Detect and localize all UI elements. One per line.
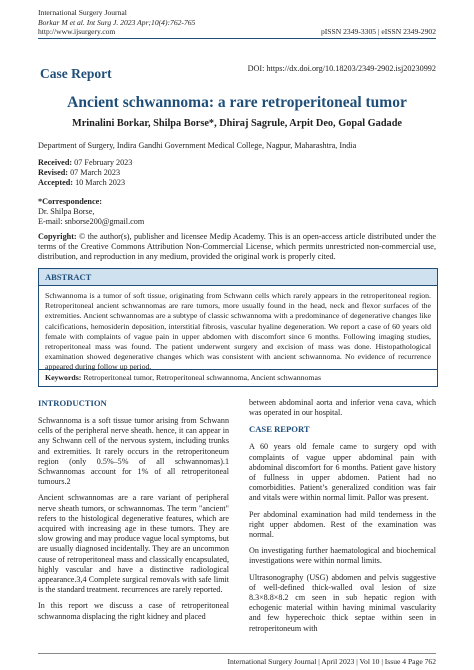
right-column-continuation bbox=[249, 398, 436, 418]
page-footer: International Surgery Journal | April 2023 | Vol 10 | Issue 4 Page 762 bbox=[227, 657, 436, 666]
header-rule bbox=[38, 38, 436, 39]
issn: pISSN 2349-3305 | eISSN 2349-2902 bbox=[320, 27, 436, 36]
keywords: Keywords: Retroperitoneal tumor, Retroperitoneal schwannoma, Ancient schwannomas bbox=[45, 373, 321, 382]
introduction-section bbox=[38, 398, 229, 628]
keywords-box bbox=[38, 370, 438, 387]
right-column bbox=[249, 398, 436, 640]
abstract-heading: ABSTRACT bbox=[45, 272, 92, 282]
citation: Borkar M et al. Int Surg J. 2023 Apr;10(4):762-765 bbox=[38, 17, 196, 27]
footer-rule bbox=[38, 653, 436, 654]
copyright-notice: Copyright: © the author(s), publisher and licensee Medip Academy. This is an open-access article distributed under the terms of the Creative Commons Attribution Non-Commercial License, which permits unrestricted non-commercial use, distribution, and reproduction in any medium, provided the original work is properly cited. bbox=[38, 232, 436, 262]
case-report-heading: CASE REPORT bbox=[249, 424, 310, 435]
running-header bbox=[38, 8, 195, 37]
abstract-header bbox=[39, 269, 437, 286]
intro-paragraph-2: Ancient schwannomas are a rare variant of peripheral nerve sheath tumors, or schwannomas. The term "ancient" refers to the histological degenerative features, which are acquired with increasing age in these tumors. They are slow growing and may produce vague local symptoms, but are usually diagnosed incidentally. They are an uncommon cause of retroperitoneal mass and classically encapsulated, highly vascular and have a distinctive radiological appearance.3,4 Complete surgical removals with safe limit is the standard treatment. recurrences are rarely reported. bbox=[38, 493, 229, 595]
abstract-box bbox=[38, 268, 438, 370]
journal-website[interactable]: http://www.ijsurgery.com bbox=[38, 27, 116, 37]
revised-date: Revised: 07 March 2023 bbox=[38, 168, 121, 178]
correspondence-name: Dr. Shilpa Borse, bbox=[38, 207, 95, 217]
received-date: Received: 07 February 2023 bbox=[38, 158, 133, 167]
intro-paragraph-3: In this report we discuss a case of retroperitoneal schwannoma displacing the right kidney and placed bbox=[38, 601, 229, 621]
case-paragraph-1: A 60 years old female came to surgery opd with complaints of vague upper abdominal pain with abdominal discomfort for 6 months. Patient gave history of fullness in upper abdomen. Patient had no comorbidities. Patient’s generalized condition was fair and vitals were within normal limit. Pallor was present. bbox=[249, 442, 436, 503]
case-paragraph-2: Per abdominal examination had mild tenderness in the right upper abdomen. Rest of the examination was normal. bbox=[249, 509, 436, 540]
case-paragraph-3: On investigating further haematological and biochemical investigations were within normal limits. bbox=[249, 546, 436, 566]
case-report-body bbox=[249, 442, 436, 633]
correspondence bbox=[38, 197, 278, 228]
correspondence-email[interactable]: E-mail: snborse200@gmail.com bbox=[38, 217, 145, 227]
continuation-paragraph: between abdominal aorta and inferior vena cava, which was operated in our hospital. bbox=[249, 398, 436, 418]
abstract-text: Schwannoma is a tumor of soft tissue, originating from Schwann cells which rarely appears in the retroperitoneal region. Retroperitoneal ancient schwannomas are rare tumors, more usually found in the head, neck and flexor surfaces of the extremities. Ancient schwannomas are a subtype of classic schwannoma with a predominance of degenerative changes like calcifications, hemosiderin deposition, interstitial fibrosis, vascular hyaline degeneration. We report a case of 60 years old female with complaints of vague pain in upper abdomen with discomfort since 6 months. Following imaging studies, retroperitoneal mass was found. The patient underwent surgery and excision of mass was done. Histopathological examination showed degenerative changes which was consistent with ancient schwannoma. No evidence of recurrence appeared during follow up period. bbox=[45, 291, 431, 372]
correspondence-label: *Correspondence: bbox=[38, 197, 102, 206]
article-type: Case Report bbox=[40, 66, 112, 81]
affiliation: Department of Surgery, Indira Gandhi Government Medical College, Nagpur, Maharashtra, India bbox=[38, 141, 357, 150]
article-title: Ancient schwannoma: a rare retroperitoneal tumor bbox=[67, 94, 407, 111]
case-paragraph-4: Ultrasonography (USG) abdomen and pelvis suggestive of well-defined thick-walled oval lesion of size 8.3×8.8×8.2 cm seen in sub hepatic region with echogenic material within having minimal vascularity and few hyperechoic thick septae within seen in retroperitoneum with bbox=[249, 572, 436, 633]
doi-link[interactable]: DOI: https://dx.doi.org/10.18203/2349-2902.isj20230992 bbox=[247, 64, 436, 73]
accepted-date: Accepted: 10 March 2023 bbox=[38, 178, 126, 188]
introduction-heading: INTRODUCTION bbox=[38, 398, 107, 408]
introduction-body bbox=[38, 416, 229, 622]
author-list: Mrinalini Borkar, Shilpa Borse*, Dhiraj Sagrule, Arpit Deo, Gopal Gadade bbox=[71, 118, 402, 129]
journal-name: International Surgery Journal bbox=[38, 8, 127, 17]
intro-paragraph-1: Schwannoma is a soft tissue tumor arising from Schwann cells of the peripheral nerve sheath. hence, it can appear in any Schwann cell of the nervous system, including trunks and extremities. It rarely occurs in the retroperitoneum region (only 0.5%–5% of all schwannomas).1 Schwannomas account for 1% of all retroperitoneal tumours.2 bbox=[38, 416, 229, 487]
article-dates bbox=[38, 158, 278, 189]
